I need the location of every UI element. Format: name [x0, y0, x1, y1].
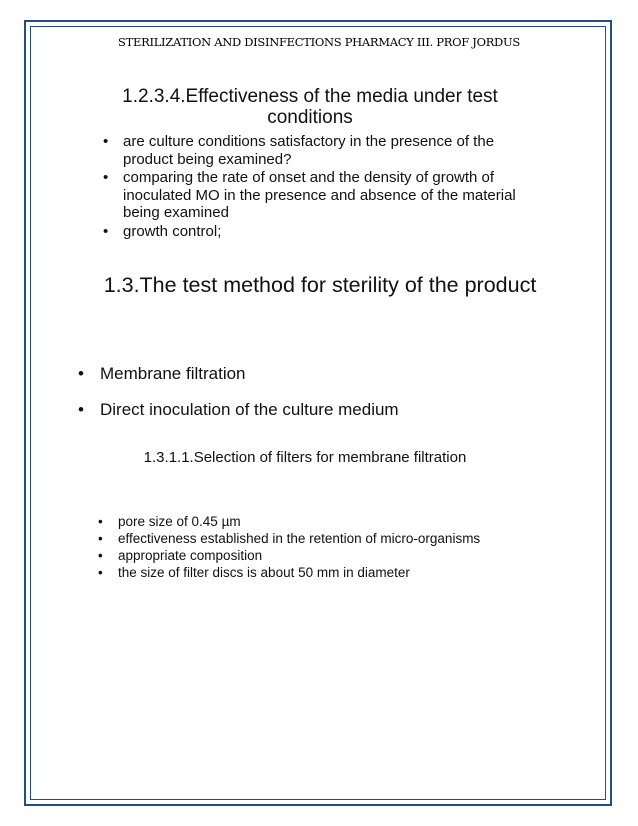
section-title-test-method: 1.3.The test method for sterility of the product — [103, 273, 537, 297]
media-effectiveness-list — [103, 133, 543, 241]
bullet-icon: • — [98, 531, 103, 546]
list-item: • growth control; — [103, 222, 222, 240]
bullet-icon: • — [98, 565, 103, 580]
section-title-filter-selection: 1.3.1.1.Selection of filters for membrane filtration — [143, 449, 467, 466]
bullet-icon: • — [98, 514, 103, 529]
list-item: • comparing the rate of onset and the density of growth of inoculated MO in the presence and absence of the material being examined — [103, 169, 516, 221]
page-header: STERILIZATION AND DISINFECTIONS PHARMACY III. PROF JORDUS — [118, 35, 520, 49]
bullet-icon: • — [78, 364, 84, 383]
list-item: • effectiveness established in the retention of micro-organisms — [98, 531, 481, 546]
bullet-icon: • — [78, 400, 84, 419]
list-item: • appropriate composition — [98, 548, 263, 563]
list-item: • pore size of 0.45 µm — [98, 514, 241, 529]
filter-selection-list — [98, 514, 518, 582]
bullet-icon: • — [98, 548, 103, 563]
bullet-icon: • — [103, 222, 109, 240]
list-item: • are culture conditions satisfactory in the presence of the product being examined? — [103, 133, 495, 168]
bullet-icon: • — [103, 133, 109, 150]
test-method-list — [78, 364, 558, 420]
list-item: • Membrane filtration — [78, 364, 246, 383]
bullet-icon: • — [103, 169, 109, 186]
section-title-media-effectiveness: 1.2.3.4.Effectiveness of the media under test conditions — [122, 86, 498, 128]
list-item: • Direct inoculation of the culture medium — [78, 400, 399, 419]
list-item: • the size of filter discs is about 50 mm in diameter — [98, 565, 410, 580]
